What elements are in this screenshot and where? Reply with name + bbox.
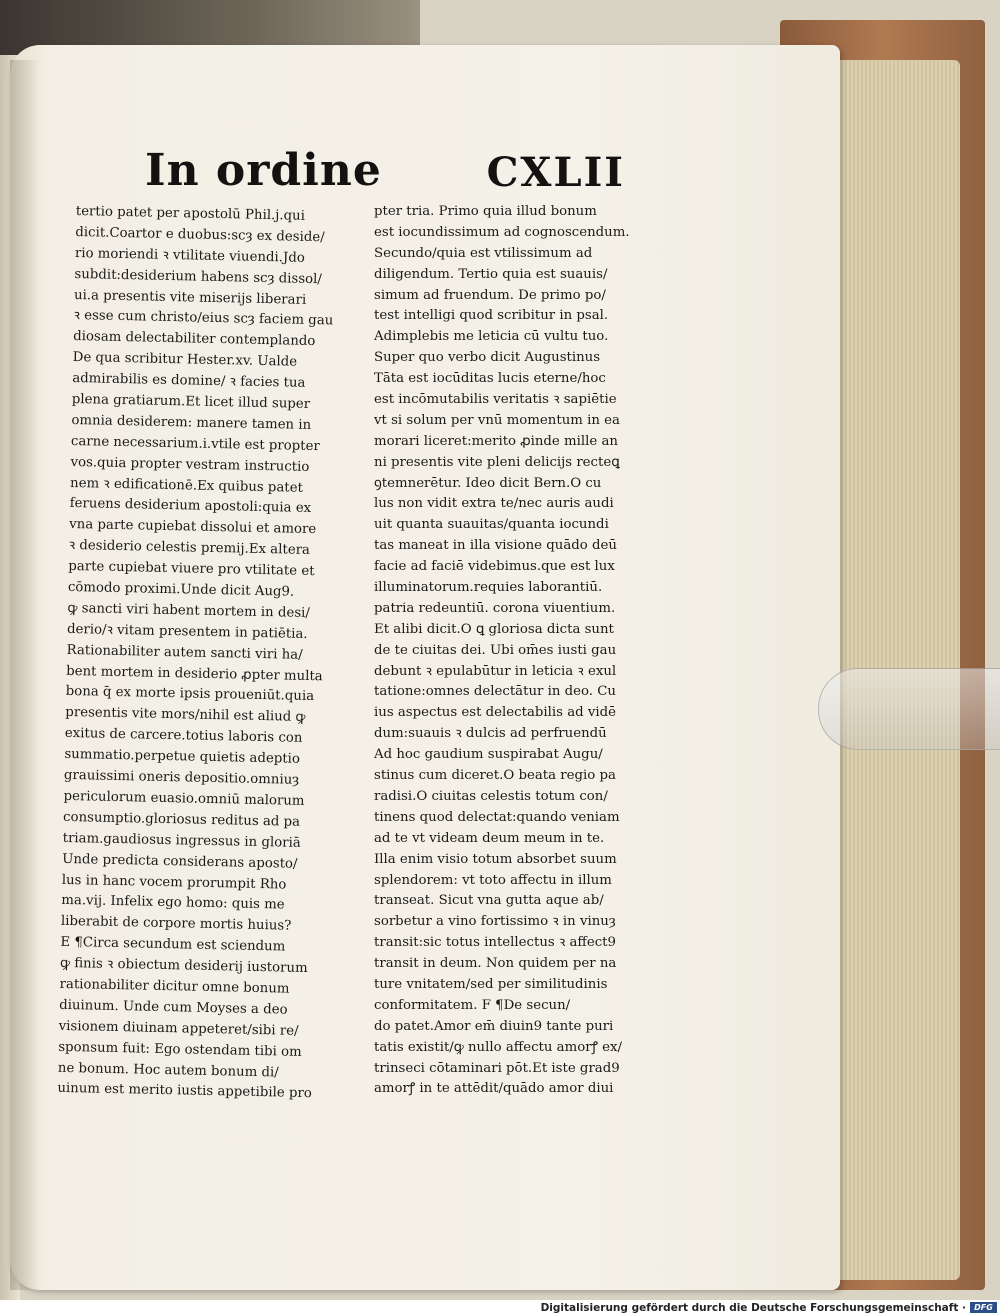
text-line: tas maneat in illa visione quādo deū <box>374 538 617 554</box>
text-line: admirabilis es domine/ ꝛ facies tua <box>72 371 306 391</box>
text-line: uinum est merito iustis appetibile pro <box>57 1081 312 1102</box>
text-line: vos.quia propter vestram instructio <box>70 454 310 475</box>
text-line: consumptio.gloriosus reditus ad pa <box>62 809 301 830</box>
text-line: illuminatorum.requies laborantiū. <box>374 580 603 596</box>
text-line: radisi.O ciuitas celestis totum con/ <box>374 788 608 804</box>
text-line: diligendum. Tertio quia est suauis/ <box>374 266 608 282</box>
text-line: ꝙ sancti viri habent mortem in desi/ <box>67 600 310 621</box>
text-line: nem ꝛ edificationē.Ex quibus patet <box>69 475 304 496</box>
text-line: Illa enim visio totum absorbet suum <box>374 851 617 867</box>
text-line: Et alibi dicit.O ꝗ gloriosa dicta sunt <box>374 621 614 637</box>
text-line: Rationabiliter autem sancti viri ha/ <box>66 642 303 663</box>
text-line: grauissimi oneris depositio.omniuȝ <box>63 767 300 788</box>
text-line: Secundo/quia est vtilissimum ad <box>374 245 593 261</box>
text-line: simum ad fruendum. De primo po/ <box>374 287 606 303</box>
page-header <box>145 145 625 205</box>
text-line: amorꝭ in te attēdit/quādo amor diui <box>374 1081 614 1097</box>
text-line: dicit.Coartor e duobus:scȝ ex deside/ <box>75 224 325 246</box>
text-line: ꝛ desiderio celestis premij.Ex altera <box>68 538 311 559</box>
text-line: exitus de carcere.totius laboris con <box>64 726 303 747</box>
text-line: ma.vij. Infelix ego homo: quis me <box>61 893 285 913</box>
text-line: Ad hoc gaudium suspirabat Augu/ <box>374 747 603 763</box>
text-line: triam.gaudiosus ingressus in gloriā <box>62 830 301 851</box>
text-line: summatio.perpetue quietis adeptio <box>64 747 301 767</box>
text-line: bent mortem in desiderio ꝓpter multa <box>66 663 323 684</box>
text-line: rationabiliter dicitur omne bonum <box>59 976 290 997</box>
text-line: transit:sic totus intellectus ꝛ affect9 <box>374 935 616 951</box>
text-line: uit quanta suauitas/quanta iocundi <box>374 517 609 533</box>
text-column-right <box>374 202 674 1100</box>
text-line: diosam delectabiliter contemplando <box>73 329 316 350</box>
text-line: do patet.Amor em̄ diuin9 tante puri <box>374 1018 614 1034</box>
text-line: lus in hanc vocem prorumpit Rho <box>61 872 287 893</box>
text-line: derio/ꝛ vitam presentem in patiētia. <box>66 621 308 642</box>
text-line: diuinum. Unde cum Moyses a deo <box>59 997 288 1018</box>
text-line: trinseci cōtaminari pōt.Et iste grad9 <box>374 1060 620 1076</box>
text-line: de te ciuitas dei. Ubi om̄es iusti gau <box>374 642 617 658</box>
text-line: est incōmutabilis veritatis ꝛ sapiētie <box>374 392 617 408</box>
text-line: lus non vidit extra te/nec auris audi <box>374 496 614 512</box>
digitization-credit: Digitalisierung gefördert durch die Deutsche Forschungsgemeinschaft · <box>540 1302 966 1314</box>
text-line: ni presentis vite pleni delicijs recteꝗ <box>374 454 620 470</box>
text-line: parte cupiebat viuere pro vtilitate et <box>68 559 315 580</box>
text-line: liberabit de corpore mortis huius? <box>60 914 292 934</box>
text-line: vt si solum per vnū momentum in ea <box>374 412 620 428</box>
text-line: est iocundissimum ad cognoscendum. <box>374 224 630 240</box>
text-line: transeat. Sicut vna gutta aque ab/ <box>374 893 604 909</box>
text-line: debunt ꝛ epulabūtur in leticia ꝛ exul <box>374 663 617 679</box>
text-line: visionem diuinam appeteret/sibi re/ <box>58 1018 299 1039</box>
text-line: bona q̄ ex morte ipsis proueniūt.quia <box>65 684 315 705</box>
text-line: conformitatem. F ¶De secun/ <box>374 997 571 1013</box>
text-line: stinus cum diceret.O beata regio pa <box>374 768 616 784</box>
text-line: De qua scribitur Hester.xv. Ualde <box>72 350 298 370</box>
text-line: cōmodo proximi.Unde dicit Aug9. <box>67 579 295 600</box>
text-line: feruens desiderium apostoli:quia ex <box>69 496 312 517</box>
text-line: ꝯtemnerētur. Ideo dicit Bern.O cu <box>374 475 602 491</box>
text-line: patria redeuntiū. corona viuentium. <box>374 600 616 616</box>
text-line: Unde predicta considerans aposto/ <box>62 851 298 872</box>
text-line: plena gratiarum.Et licet illud super <box>71 391 311 412</box>
text-line: carne necessarium.i.vtile est propter <box>70 433 320 454</box>
text-column-left <box>57 202 366 1106</box>
text-line: test intelligi quod scribitur in psal. <box>374 308 609 324</box>
text-line: ꝙ finis ꝛ obiectum desiderij iustorum <box>59 955 308 977</box>
text-line: Super quo verbo dicit Augustinus <box>374 350 601 366</box>
text-line: subdit:desiderium habens scȝ dissol/ <box>74 266 322 287</box>
text-line: E ¶Circa secundum est sciendum <box>60 935 286 955</box>
text-line: ꝛ esse cum christo/eius scȝ faciem gau <box>73 308 334 329</box>
text-line: rio moriendi ꝛ vtilitate viuendi.Jdo <box>74 245 305 266</box>
text-line: pter tria. Primo quia illud bonum <box>374 204 597 219</box>
text-line: omnia desiderem: manere tamen in <box>71 412 312 433</box>
page-gutter-shadow <box>10 60 40 1290</box>
bookmark-clip <box>818 668 1000 750</box>
text-line: morari liceret:merito ꝓinde mille an <box>374 433 618 449</box>
text-line: ne bonum. Hoc autem bonum di/ <box>57 1060 279 1080</box>
text-line: Tāta est iocūditas lucis eterne/hoc <box>374 371 606 387</box>
text-line: dum:suauis ꝛ dulcis ad perfruendū <box>374 726 607 742</box>
text-line: tatis existit/ꝙ nullo affectu amorꝭ ex/ <box>374 1039 622 1055</box>
folio-number: CXLII <box>486 149 625 196</box>
text-line: transit in deum. Non quidem per na <box>374 956 617 972</box>
text-line: sponsum fuit: Ego ostendam tibi om <box>58 1039 302 1060</box>
text-line: ius aspectus est delectabilis ad vidē <box>374 705 617 721</box>
text-line: ture vnitatem/sed per similitudinis <box>374 976 608 992</box>
running-title: In ordine <box>145 145 382 196</box>
text-line: tinens quod delectat:quando veniam <box>374 809 620 825</box>
text-line: splendorem: vt toto affectu in illum <box>374 872 612 888</box>
text-line: vna parte cupiebat dissolui et amore <box>69 517 317 538</box>
text-line: ui.a presentis vite miserijs liberari <box>73 287 307 308</box>
text-line: facie ad faciē videbimus.que est lux <box>374 559 615 575</box>
text-line: tertio patet per apostolū Phil.j.qui <box>75 203 306 224</box>
text-line: Adimplebis me leticia cū vultu tuo. <box>374 329 609 345</box>
text-line: tatione:omnes delectātur in deo. Cu <box>374 684 616 700</box>
text-line: sorbetur a vino fortissimo ꝛ in vinuȝ <box>374 914 616 930</box>
text-line: periculorum euasio.omniū malorum <box>63 788 305 809</box>
text-line: ad te vt videam deum meum in te. <box>374 830 605 846</box>
text-line: presentis vite mors/nihil est aliud ꝙ <box>65 705 306 726</box>
dfg-logo: DFG <box>970 1302 997 1313</box>
